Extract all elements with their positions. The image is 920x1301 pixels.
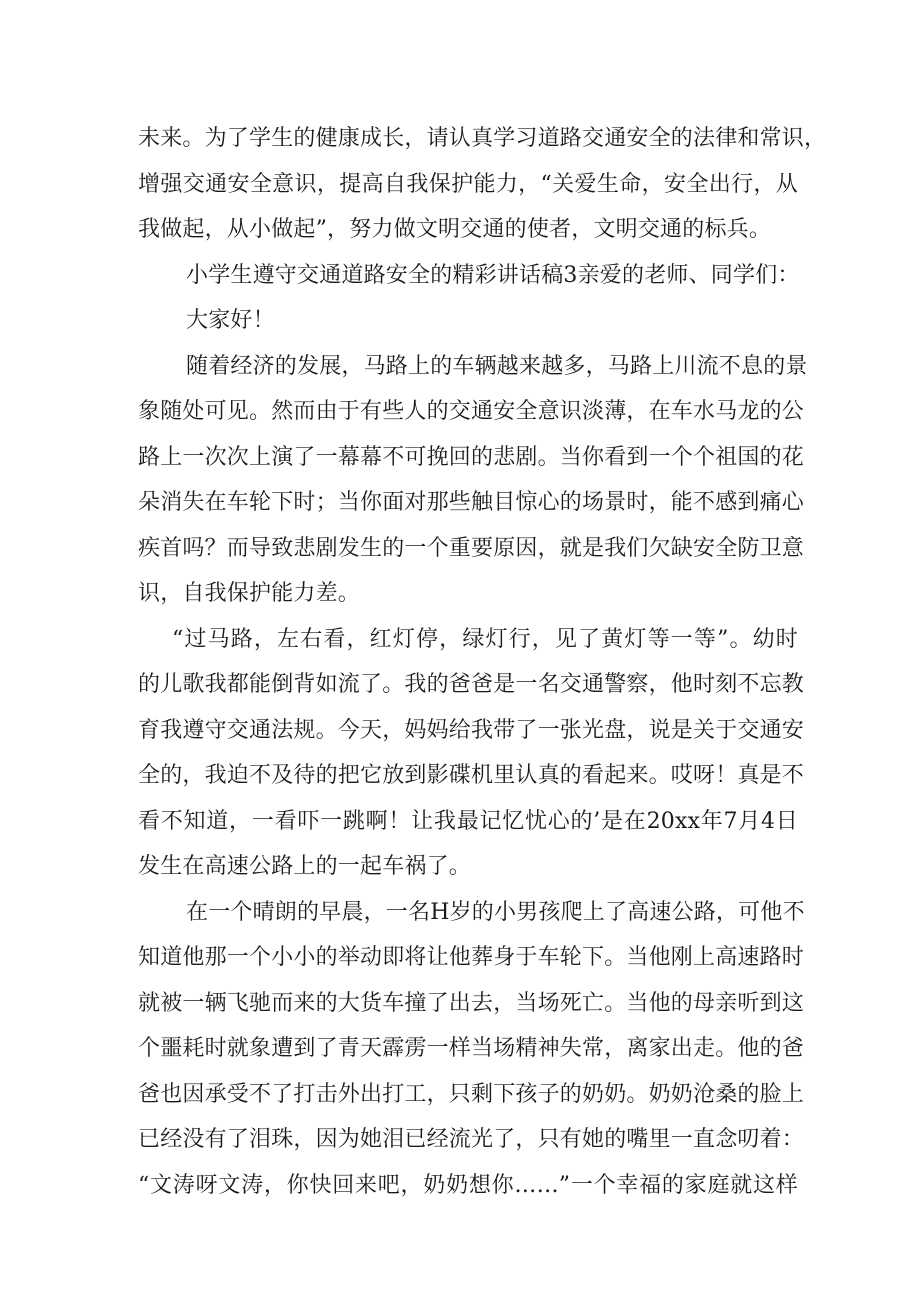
paragraph-line: 就被一辆飞驰而来的大货车撞了出去，当场死亡。当他的母亲听到这 — [138, 990, 805, 1016]
paragraph-line: 发生在高速公路上的一起车祸了。 — [138, 854, 472, 879]
document-body — [138, 116, 827, 1208]
paragraph-line: 增强交通安全意识，提高自我保护能力，“关爱生命，安全出行，从 — [138, 171, 798, 197]
paragraph-line: “文涛呀文涛，你快回来吧，奶奶想你……”一个幸福的家庭就这样 — [138, 1172, 798, 1198]
paragraph-line: 象随处可见。然而由于有些人的交通安全意识淡薄，在车水马龙的公 — [138, 399, 805, 424]
paragraph-line: 在一个晴朗的早晨，一名H岁的小男孩爬上了高速公路，可他不 — [186, 899, 805, 925]
paragraph-line: 爸也因承受不了打击外出打工，只剩下孩子的奶奶。奶奶沧桑的脸上 — [138, 1081, 805, 1107]
paragraph-line: 疾首吗？而导致悲剧发生的一个重要原因，就是我们欠缺安全防卫意 — [138, 535, 805, 561]
paragraph-line: “过马路，左右看，红灯停，绿灯行，见了黄灯等一等”。幼时 — [172, 626, 798, 652]
paragraph-line: 未来。为了学生的健康成长，请认真学习道路交通安全的法律和常识， — [138, 126, 827, 151]
paragraph-line: 育我遵守交通法规。今天，妈妈给我带了一张光盘，说是关于交通安 — [138, 717, 805, 743]
paragraph-line: 知道他那一个小小的举动即将让他葬身于车轮下。当他刚上高速路时 — [138, 945, 805, 970]
paragraph-line: 的儿歌我都能倒背如流了。我的爸爸是一名交通警察，他时刻不忘教 — [138, 672, 805, 697]
paragraph-line: 看不知道，一看吓一跳啊！让我最记忆忧心的’是在20xx年7月4日 — [138, 808, 798, 834]
paragraph-line: 我做起，从小做起”，努力做文明交通的使者，文明交通的标兵。 — [138, 217, 772, 242]
greeting-line: 大家好！ — [186, 308, 275, 333]
paragraph-line: 已经没有了泪珠，因为她泪已经流光了，只有她的嘴里一直念叨着： — [138, 1127, 805, 1152]
paragraph-line: 识，自我保护能力差。 — [138, 581, 361, 606]
paragraph-line: 路上一次次上演了一幕幕不可挽回的悲剧。当你看到一个个祖国的花 — [138, 444, 805, 470]
paragraph-line: 朵消失在车轮下时；当你面对那些触目惊心的场景时，能不感到痛心 — [138, 490, 805, 515]
paragraph-line: 随着经济的发展，马路上的车辆越来越多，马路上川流不息的景 — [186, 353, 808, 379]
paragraph-line: 全的，我迫不及待的把它放到影碟机里认真的看起来。哎呀！真是不 — [138, 763, 805, 788]
paragraph-line: 个噩耗时就象遭到了青天霹雳一样当场精神失常，离家出走。他的爸 — [138, 1036, 805, 1061]
section-heading-line: 小学生遵守交通道路安全的精彩讲话稿3亲爱的老师、同学们： — [186, 262, 800, 288]
